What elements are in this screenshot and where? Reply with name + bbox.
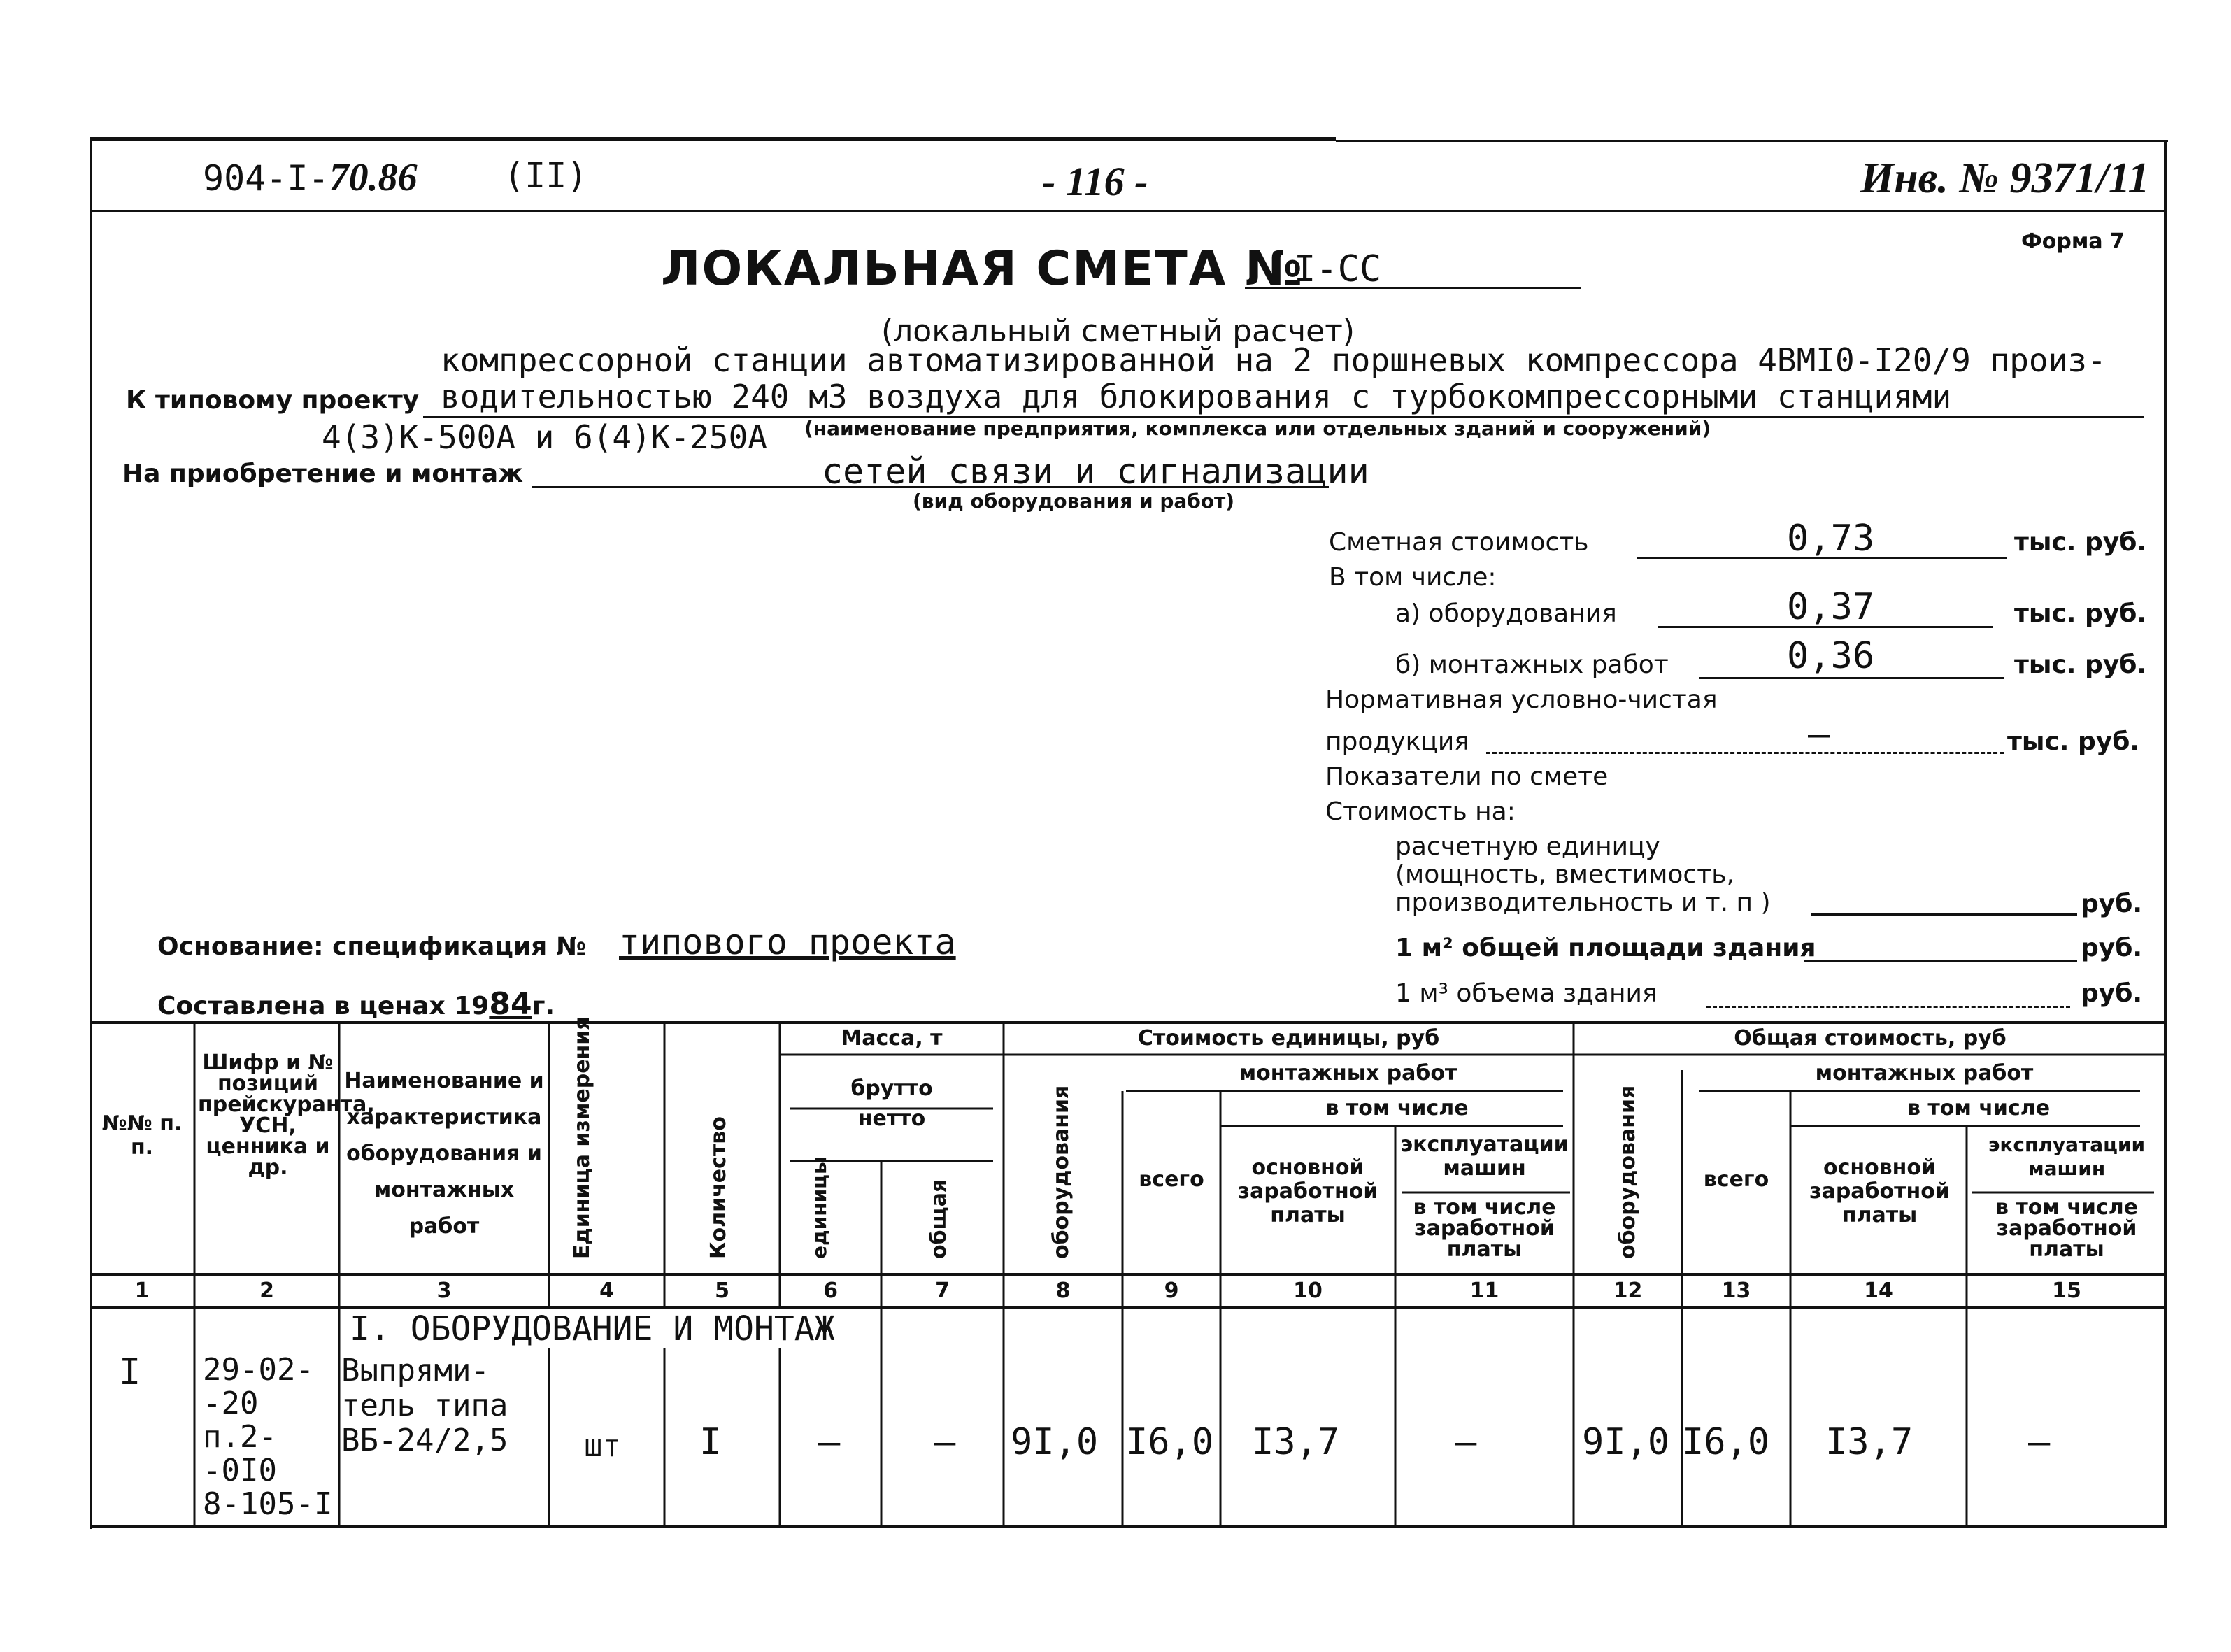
col-number: 7 <box>935 1279 950 1303</box>
col-number: 10 <box>1293 1279 1323 1303</box>
col-number: 6 <box>823 1279 838 1303</box>
row-wage-total: I3,7 <box>1825 1421 1913 1463</box>
normative-unit: тыс. руб. <box>2007 727 2140 756</box>
project-line-2: водительностью 240 м3 воздуха для блокирования с турбокомпрессорными станциями <box>441 378 1952 415</box>
row-machine-unit: – <box>1455 1421 1477 1463</box>
page-number: - 116 - <box>1042 159 1148 204</box>
col-number: 3 <box>436 1279 452 1303</box>
acquisition-value: сетей связи и сигнализации <box>822 451 1369 492</box>
calc-unit-label-2: (мощность, вместимость, <box>1395 860 1734 889</box>
header-machines-wage: в том числе заработной платы <box>1413 1195 1556 1262</box>
row-machine-total: – <box>2028 1421 2051 1463</box>
row-qty: I <box>699 1421 722 1463</box>
header-code: Шифр и № позиций прейскуранта, УСН, ценника и др. <box>198 1051 375 1180</box>
section-title: I. ОБОРУДОВАНИЕ И МОНТАЖ <box>350 1309 835 1348</box>
header-unit-cost: Стоимость единицы, руб <box>1137 1026 1440 1051</box>
page-title: ЛОКАЛЬНАЯ СМЕТА № <box>661 241 1304 297</box>
calc-unit-label-1: расчетную единицу <box>1395 832 1660 861</box>
equipment-cost-label: а) оборудования <box>1395 599 1617 628</box>
header-install-works: монтажных работ <box>1239 1061 1457 1085</box>
acquisition-label: На приобретение и монтаж <box>122 460 523 488</box>
cost-on-label: Стоимость на: <box>1325 797 1516 826</box>
title-subtitle: (локальный сметный расчет) <box>881 313 1355 349</box>
header-quantity: Количество <box>706 1116 731 1259</box>
row-code-line: 8-105-I <box>203 1486 333 1522</box>
doc-code-printed: 904-I- <box>203 158 329 199</box>
header-including: в том числе <box>1325 1096 1469 1120</box>
header-total-including: в том числе <box>1906 1096 2051 1120</box>
installation-cost-label: б) монтажных работ <box>1395 650 1669 679</box>
prices-year: 84 <box>489 986 532 1022</box>
col-number: 2 <box>259 1279 274 1303</box>
estimate-number: I-СС <box>1294 248 1382 290</box>
header-mass: Масса, т <box>841 1026 943 1051</box>
basis-value: типового проекта <box>619 922 956 962</box>
inventory-number: Инв. № 9371/11 <box>1860 155 2150 202</box>
volume-number: (II) <box>504 155 588 196</box>
doc-code-handwritten: 70.86 <box>329 156 418 199</box>
col-number: 5 <box>715 1279 729 1303</box>
header-total-all: всего <box>1703 1167 1769 1192</box>
row-name-line: ВБ-24/2,5 <box>341 1423 508 1458</box>
row-name-line: тель типа <box>341 1388 508 1423</box>
col-number: 13 <box>1721 1279 1751 1303</box>
col-number: 14 <box>1864 1279 1893 1303</box>
prices-suffix: г. <box>532 992 555 1020</box>
row-code-line: 29-02- <box>203 1352 314 1388</box>
header-net: нетто <box>857 1106 926 1131</box>
col-number: 15 <box>2052 1279 2081 1303</box>
col-number: 4 <box>599 1279 614 1303</box>
header-total-cost: Общая стоимость, руб <box>1734 1026 2007 1051</box>
project-line-3: 4(3)К-500А и 6(4)К-250А <box>322 418 767 456</box>
form-label: Форма 7 <box>2021 229 2125 254</box>
row-install-total: I6,0 <box>1682 1421 1770 1463</box>
header-gross: брутто <box>850 1076 933 1101</box>
normative-value: – <box>1808 713 1830 755</box>
row-name <box>341 1353 508 1458</box>
calc-unit-label-3: производительность и т. п ) <box>1395 888 1771 917</box>
equipment-cost-unit: тыс. руб. <box>2014 599 2147 628</box>
project-label: К типовому проекту <box>126 386 420 415</box>
col-number: 1 <box>134 1279 150 1303</box>
row-code-line: -0I0 <box>203 1453 277 1488</box>
row-mass-total: – <box>934 1421 956 1463</box>
header-num: №№ п. п. <box>101 1111 183 1160</box>
header-equipment: оборудования <box>1049 1085 1074 1259</box>
prices-label-text: Составлена в ценах 19 <box>157 992 490 1020</box>
col-number: 11 <box>1469 1279 1499 1303</box>
header-total-install: монтажных работ <box>1815 1061 2034 1085</box>
row-name-line: Выпрями- <box>341 1353 490 1388</box>
normative-label-1: Нормативная условно-чистая <box>1325 685 1718 714</box>
row-equip-unit: 9I,0 <box>1011 1421 1099 1463</box>
row-equip-total: 9I,0 <box>1582 1421 1670 1463</box>
header-total-machines-wage: в том числе заработной платы <box>1995 1195 2139 1262</box>
volume-unit: руб. <box>2081 979 2143 1008</box>
row-unit: шт <box>584 1428 621 1464</box>
equipment-cost-value: 0,37 <box>1787 586 1875 628</box>
installation-cost-value: 0,36 <box>1787 635 1875 677</box>
including-label: В том числе: <box>1329 563 1497 592</box>
project-line-1: компрессорной станции автоматизированной на 2 поршневых компрессора 4ВМI0-I20/9 произ- <box>441 341 2107 379</box>
indicators-label: Показатели по смете <box>1325 762 1609 791</box>
project-caption: (наименование предприятия, комплекса или отдельных зданий и сооружений) <box>804 417 1711 440</box>
col-number: 12 <box>1613 1279 1643 1303</box>
estimated-cost-unit: тыс. руб. <box>2014 528 2147 557</box>
header-total-equipment: оборудования <box>1616 1085 1640 1259</box>
row-code-line: п.2- <box>203 1419 277 1455</box>
volume-label: 1 м³ объема здания <box>1395 979 1658 1008</box>
header-total: всего <box>1139 1167 1204 1192</box>
header-name: Наименование и характеристика оборудования и монтажных работ <box>344 1069 544 1239</box>
estimated-cost-value: 0,73 <box>1787 518 1875 560</box>
row-wage-unit: I3,7 <box>1252 1421 1340 1463</box>
area-unit: руб. <box>2081 934 2143 962</box>
row-code-line: -20 <box>203 1386 259 1421</box>
row-mass-unit: – <box>818 1421 841 1463</box>
normative-label-2: продукция <box>1325 727 1469 756</box>
header-total-base-wage: основной заработной платы <box>1809 1155 1950 1227</box>
row-install-unit: I6,0 <box>1126 1421 1214 1463</box>
header-base-wage: основной заработной платы <box>1237 1155 1378 1227</box>
header-mass-unit: единицы <box>808 1156 831 1259</box>
row-code <box>203 1353 343 1521</box>
acquisition-caption: (вид оборудования и работ) <box>913 490 1235 513</box>
header-unit-measure: Единица измерения <box>570 1016 594 1259</box>
installation-cost-unit: тыс. руб. <box>2014 650 2147 679</box>
calc-unit-unit: руб. <box>2081 890 2143 918</box>
col-number: 8 <box>1055 1279 1071 1303</box>
area-label: 1 м² общей площади здания <box>1395 934 1816 962</box>
header-total-machines: эксплуатации машин <box>1988 1133 2146 1180</box>
col-number: 9 <box>1164 1279 1179 1303</box>
row-num: I <box>119 1351 141 1393</box>
header-mass-total: общая <box>927 1179 951 1259</box>
estimated-cost-label: Сметная стоимость <box>1329 528 1589 557</box>
header-machines: эксплуатации машин <box>1400 1132 1569 1181</box>
basis-label: Основание: спецификация № <box>157 932 587 961</box>
